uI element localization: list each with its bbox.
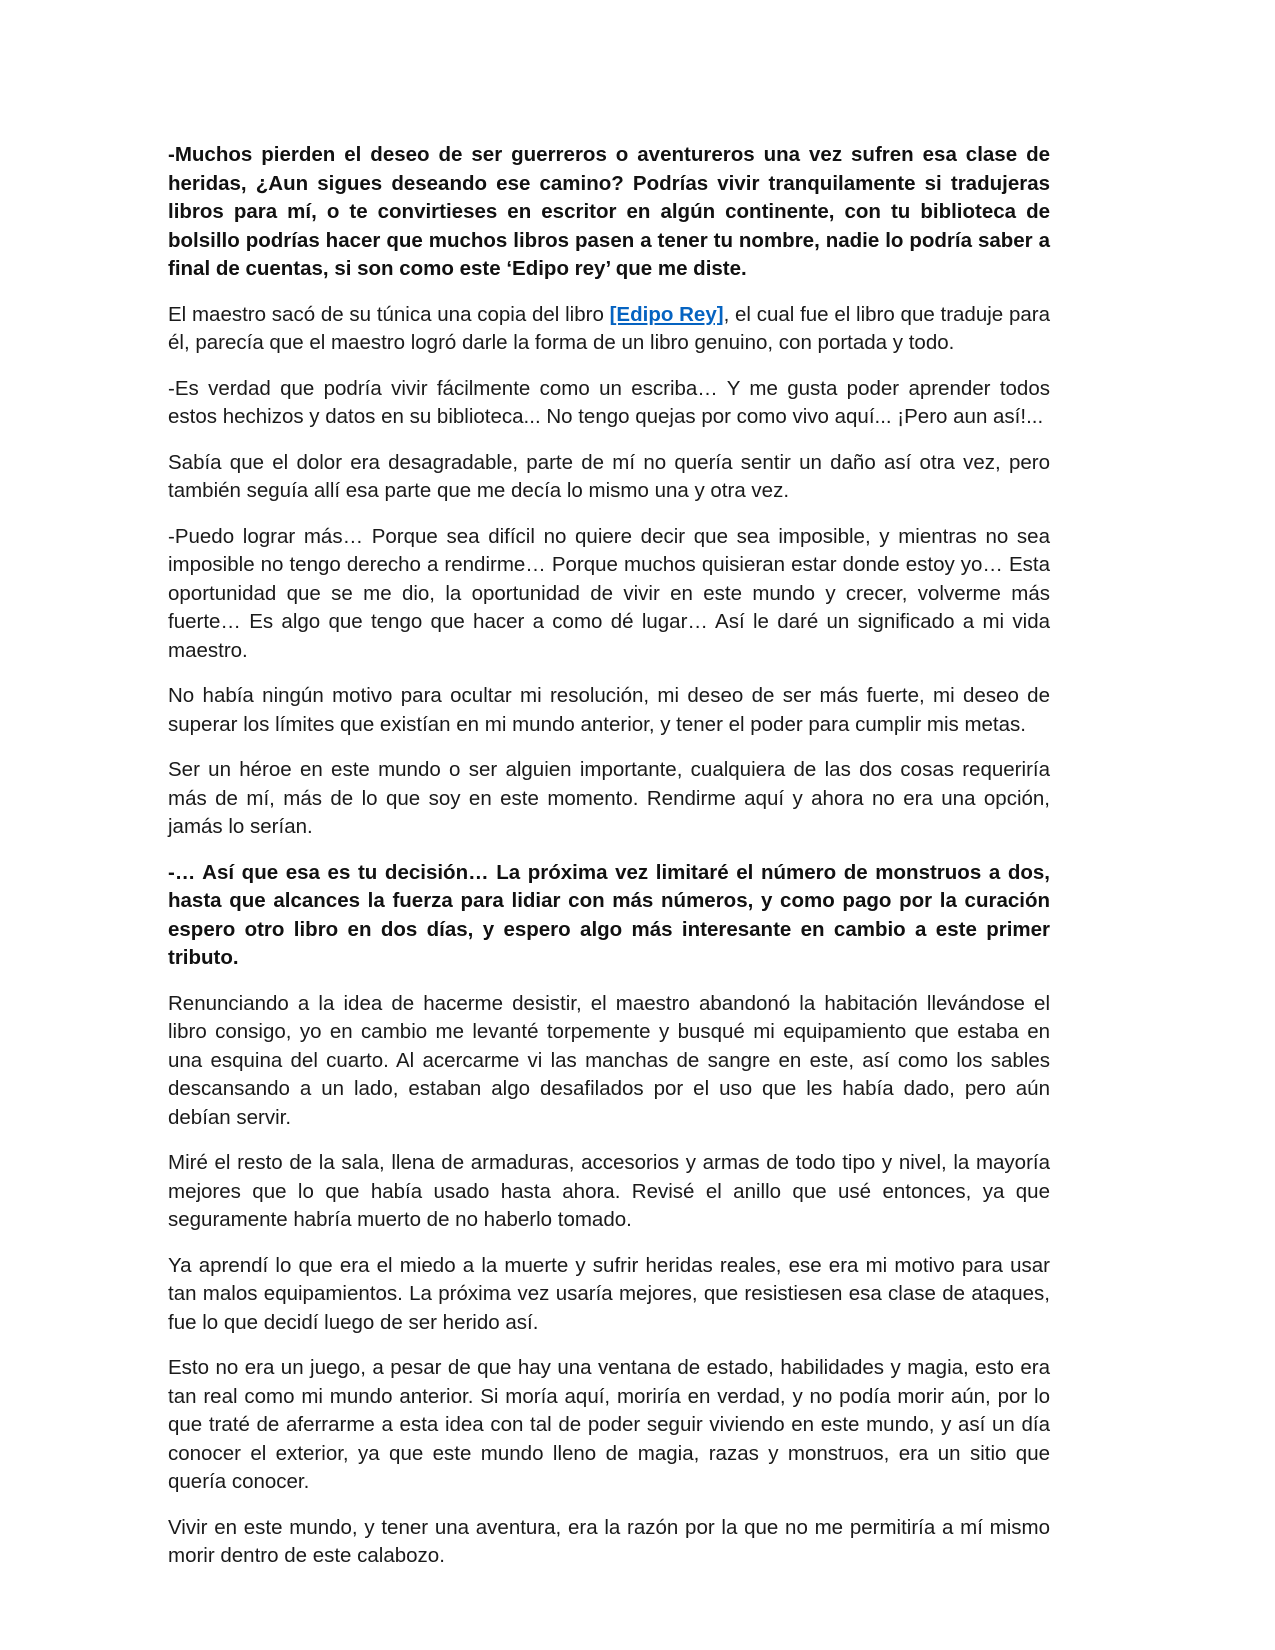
paragraph-2-text-after: , el cual fue el libro que traduje para él, parecía que el maestro logró darle la forma de un libro genuino, con portada y todo.: [168, 302, 1050, 354]
edipo-rey-link[interactable]: [Edipo Rey]: [609, 302, 724, 326]
paragraph-4: Sabía que el dolor era desagradable, parte de mí no quería sentir un daño así otra vez, pero también seguía allí esa parte que me decía lo mismo una y otra vez.: [168, 450, 1050, 502]
paragraph-7: Ser un héroe en este mundo o ser alguien importante, cualquiera de las dos cosas requeriría más de mí, más de lo que soy en este momento. Rendirme aquí y ahora no era una opción, jamás lo serían.: [168, 758, 1050, 838]
paragraph-13: Vivir en este mundo, y tener una aventura, era la razón por la que no me permitiría a mí mismo morir dentro de este calabozo.: [168, 1515, 1050, 1567]
paragraph-3: -Es verdad que podría vivir fácilmente como un escriba… Y me gusta poder aprender todos estos hechizos y datos en su biblioteca... No tengo quejas por como vivo aquí... ¡Pero aun así!...: [168, 376, 1050, 428]
paragraph-12: Esto no era un juego, a pesar de que hay una ventana de estado, habilidades y magia, esto era tan real como mi mundo anterior. Si moría aquí, moriría en verdad, y no podía morir aún, por lo que traté de aferrarme a esta idea con tal de poder seguir viviendo en este mundo, y así un día conocer el exterior, ya que este mundo lleno de magia, razas y monstruos, era un sitio que quería conocer.: [168, 1356, 1050, 1493]
paragraph-11: Ya aprendí lo que era el miedo a la muerte y sufrir heridas reales, ese era mi motivo para usar tan malos equipamientos. La próxima vez usaría mejores, que resistiesen esa clase de ataques, fue lo que decidí luego de ser herido así.: [168, 1253, 1050, 1334]
paragraph-1: -Muchos pierden el deseo de ser guerreros o aventureros una vez sufren esa clase de heridas, ¿Aun sigues deseando ese camino? Podrías vivir tranquilamente si tradujeras libros para mí, o te convirtieses en escritor en algún continente, con tu biblioteca de bolsillo podrías hacer que muchos libros pasen a tener tu nombre, nadie lo podría saber a final de cuentas, si son como este ‘Edipo rey’ que me diste.: [168, 143, 1050, 280]
paragraph-5: -Puedo lograr más… Porque sea difícil no quiere decir que sea imposible, y mientras no sea imposible no tengo derecho a rendirme… Porque muchos quisieran estar donde estoy yo… Esta oportunidad que se me dio, la oportunidad de vivir en este mundo y crecer, volverme más fuerte… Es algo que tengo que hacer a como dé lugar… Así le daré un significado a mi vida maestro.: [168, 524, 1050, 662]
paragraph-9: Renunciando a la idea de hacerme desistir, el maestro abandonó la habitación llevándose el libro consigo, yo en cambio me levanté torpemente y busqué mi equipamiento que estaba en una esquina del cuarto. Al acercarme vi las manchas de sangre en este, así como los sables descansando a un lado, estaban algo desafilados por el uso que les había dado, pero aún debían servir.: [168, 991, 1050, 1129]
paragraph-10: Miré el resto de la sala, llena de armaduras, accesorios y armas de todo tipo y nivel, la mayoría mejores que lo que había usado hasta ahora. Revisé el anillo que usé entonces, ya que seguramente habría muerto de no haberlo tomado.: [168, 1151, 1050, 1231]
paragraph-2-text-before: El maestro sacó de su túnica una copia del libro: [168, 302, 610, 326]
paragraph-8: -… Así que esa es tu decisión… La próxima vez limitaré el número de monstruos a dos, hasta que alcances la fuerza para lidiar con más números, y como pago por la curación espero otro libro en dos días, y espero algo más interesante en cambio a este primer tributo.: [168, 860, 1050, 969]
paragraph-6: No había ningún motivo para ocultar mi resolución, mi deseo de ser más fuerte, mi deseo de superar los límites que existían en mi mundo anterior, y tener el poder para cumplir mis metas.: [168, 684, 1050, 736]
document-page: [168, 141, 1050, 1588]
paragraph-2: [168, 301, 1050, 358]
